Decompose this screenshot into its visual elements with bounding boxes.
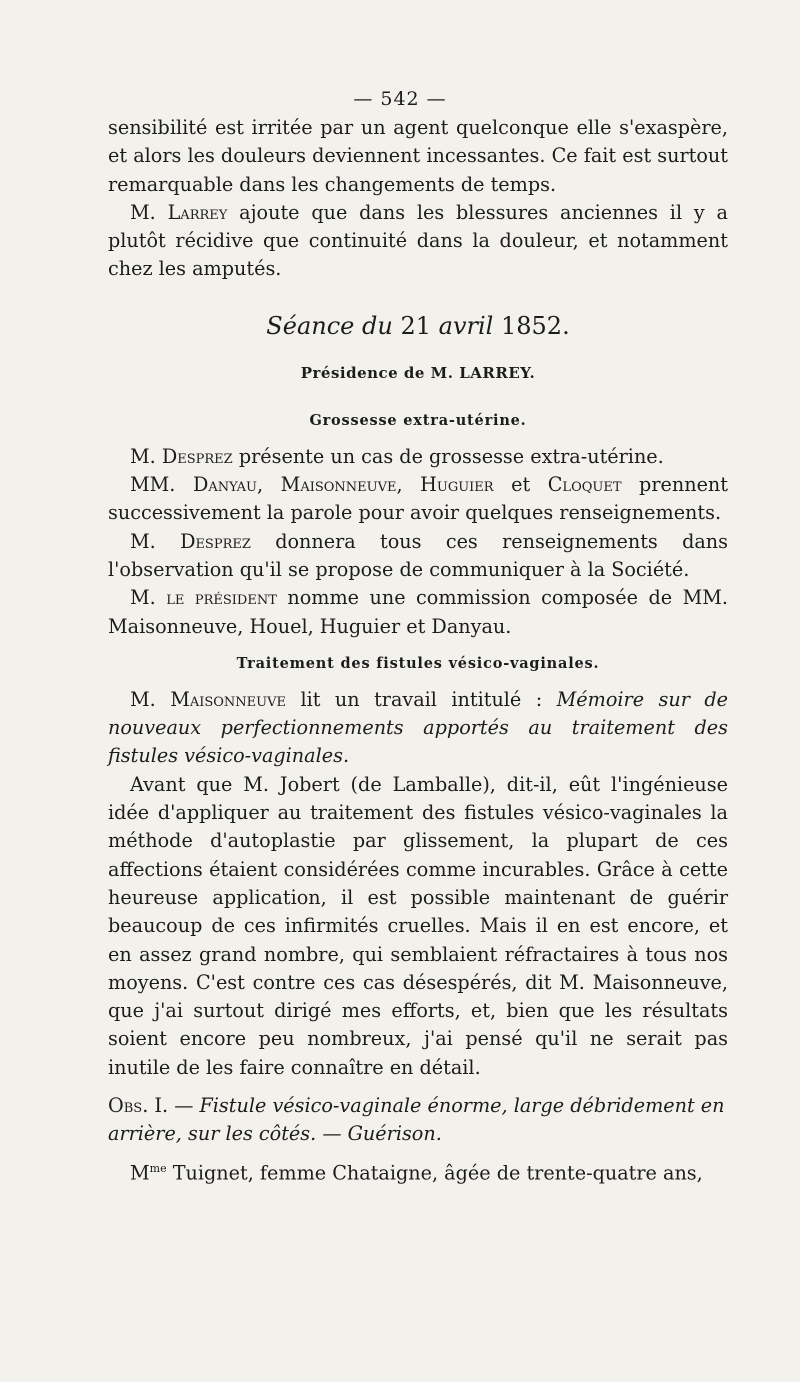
memoir-title: Mémoire sur de nouveaux perfectionnements apportés au traitement des fistules vésico-vaginales. — [108, 687, 728, 768]
session-month: avril — [438, 311, 494, 340]
session-year: 1852. — [500, 311, 570, 340]
conjunction: et — [511, 473, 531, 497]
section-title-grossesse: Grossesse extra-utérine. — [309, 411, 527, 429]
presidence-line: Présidence de M. LARREY. — [300, 363, 536, 382]
paragraph-jobert: Avant que M. Jobert (de Lamballe), dit-il, eût l'ingénieuse idée d'appliquer au traitement des fistules vésico-vaginales la méthode d'autoplastie par glissement, la plupart de ces affections étaient considérées comme incurables. Grâce à cette heureuse application, il est possible maintenant de guérir beaucoup de ces infirmités cruelles. Mais il en est encore, et en assez grand nombre, qui semblaient réfractaires à tous nos moyens. C'est contre ces cas désespérés, dit M. Maisonneuve, que j'ai surtout dirigé mes efforts, et, bien que les résultats soient encore peu nombreux, j'ai pensé qu'il ne serait pas inutile de les faire connaître en détail. — [108, 772, 728, 1079]
speaker-title: M. — [130, 586, 156, 610]
speaker-name: Desprez — [161, 444, 233, 468]
speaker-title: M. — [130, 687, 156, 711]
paragraph-text: nomme une commission composée de MM. Maisonneuve, Houel, Huguier et Danyau. — [108, 586, 728, 638]
observation-heading-continued: arrière, sur les côtés. — Guérison. — [108, 1122, 442, 1146]
speaker-name: Danyau — [192, 473, 258, 497]
paragraph-text: présente un cas de grossesse extra-utérine. — [238, 444, 664, 468]
speaker-name: Larrey — [167, 200, 228, 224]
observation-title: Fistule — [199, 1094, 267, 1118]
paragraph-patient — [108, 1155, 728, 1188]
body-text — [108, 114, 728, 1187]
session-heading — [108, 312, 728, 340]
paragraph-desprez-2 — [108, 528, 728, 585]
section-title-fistules: Traitement des fistules vésico-vaginales. — [236, 654, 600, 672]
paragraph-text: ajoute que dans les blessures anciennes il y a plutôt récidive que continuité dans la douleur, et notamment chez les amputés. — [108, 200, 728, 281]
paragraph-desprez-1 — [108, 443, 728, 471]
paragraph-president — [108, 584, 728, 641]
speaker-title: M. — [130, 444, 156, 468]
speaker-name: le président — [166, 586, 277, 610]
observation-title: vésico-vaginale — [272, 1094, 422, 1118]
honorific-superscript: me — [149, 1161, 167, 1175]
paragraph-text: donnera tous ces renseignements dans l'observation qu'il se propose de communiquer à la Société. — [108, 529, 728, 581]
observation-title: énorme, — [427, 1094, 508, 1118]
speaker-name: Maisonneuve — [170, 687, 287, 711]
observation-label: Obs. I. — [108, 1094, 169, 1118]
speaker-title: MM. — [130, 473, 176, 497]
paragraph-speakers: MM. Danyau, Maisonneuve, Huguier et Cloquet prennent successivement la parole pour avoir quelques renseignements. — [108, 473, 728, 525]
session-prefix: Séance du — [266, 311, 393, 340]
speaker-name: Cloquet — [547, 473, 622, 497]
page-number: — 542 — — [353, 88, 447, 110]
speaker-title: M. — [130, 200, 156, 224]
speaker-name: Maisonneuve — [280, 473, 397, 497]
session-day: 21 — [400, 311, 431, 340]
paragraph-text: prennent successivement la parole pour avoir quelques renseignements. — [108, 473, 728, 525]
observation-dash: — — [174, 1094, 194, 1118]
paragraph-maisonneuve — [108, 686, 728, 771]
honorific: M — [130, 1161, 150, 1184]
paragraph-text: lit un travail intitulé : — [300, 687, 543, 711]
paragraph-continuation: sensibilité est irritée par un agent quelconque elle s'exaspère, et alors les douleurs deviennent incessantes. Ce fait est surtout remarquable dans les changements de temps. — [108, 116, 728, 196]
observation-heading — [108, 1092, 728, 1120]
speaker-name: Desprez — [180, 529, 251, 553]
speaker-name: Huguier — [420, 473, 494, 497]
paragraph-larrey — [108, 199, 728, 284]
speaker-title: M. — [130, 529, 156, 553]
paragraph-text: Tuignet, femme Chataigne, âgée de trente-quatre ans, — [172, 1161, 703, 1184]
observation-title: large débridement en — [513, 1094, 725, 1118]
